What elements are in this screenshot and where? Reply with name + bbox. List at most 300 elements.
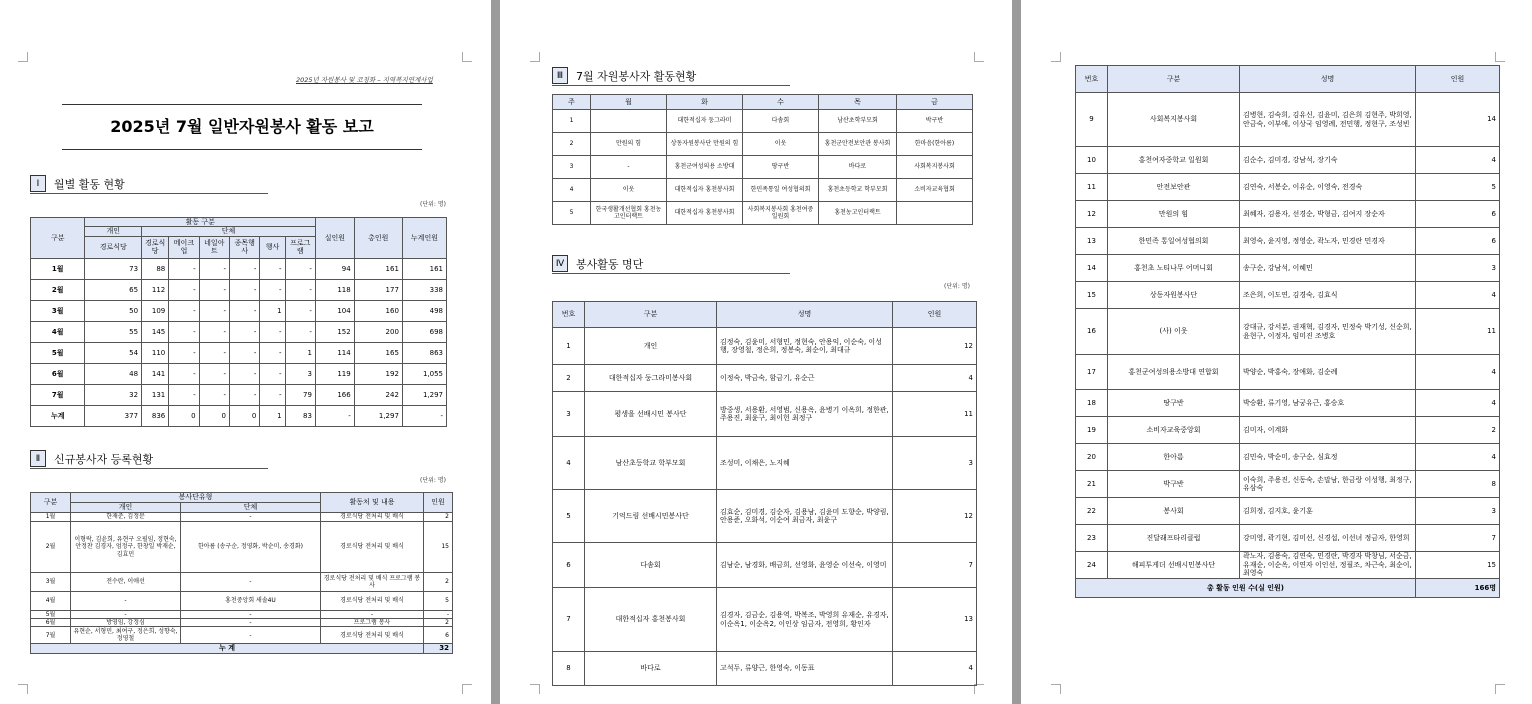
table-cell: 166 [315, 384, 354, 405]
schedule-cell: 홍천농고인터랙트 [819, 202, 897, 225]
member-names: 송구순, 강남석, 이혜민 [1240, 255, 1416, 282]
schedule-cell: 남산초학부모회 [819, 110, 897, 133]
member-count: 3 [1416, 255, 1500, 282]
group-name: 바다로 [585, 652, 717, 686]
table-cell: 79 [285, 384, 315, 405]
member-count: 4 [1416, 282, 1500, 309]
row-number: 17 [1076, 355, 1108, 390]
group-name: 사회복지봉사회 [1108, 93, 1240, 147]
table-cell: 1 [260, 300, 285, 321]
total-row [31, 644, 453, 653]
page-corner-mark [974, 52, 984, 62]
group-name: 기억드림 선배시민봉사단 [585, 490, 717, 543]
col-header: 화 [667, 95, 743, 110]
section-number: Ⅱ [30, 450, 46, 467]
table-row [31, 321, 447, 342]
table-cell: 3 [285, 363, 315, 384]
col-header-individual: 개인 [85, 227, 142, 236]
col-header: 주 [553, 95, 591, 110]
table-cell: 200 [354, 321, 402, 342]
table-cell: 338 [402, 279, 446, 300]
table-cell: 전수란, 이애선 [71, 573, 181, 592]
page-corner-mark [1495, 52, 1505, 62]
table-row [1076, 93, 1500, 147]
member-names: 이숙희, 주용진, 신동숙, 손말남, 한금랑 이성행, 최정구, 유삼숙 [1240, 471, 1416, 498]
group-name: 만원의 힘 [1108, 201, 1240, 228]
col-header: 인원 [893, 302, 977, 328]
schedule-cell: 한민족통일 여성협의회 [743, 179, 819, 202]
group-name: 소비자교육중앙회 [1108, 417, 1240, 444]
member-names: 이정숙, 박금숙, 함금기, 유순근 [717, 365, 893, 392]
member-count: 7 [893, 543, 977, 588]
section-1-heading [30, 174, 268, 194]
table-row [31, 619, 453, 627]
table-cell: 161 [354, 258, 402, 279]
weekly-schedule-table [552, 94, 973, 225]
member-names: 김미자, 이계화 [1240, 417, 1416, 444]
table-row [31, 522, 453, 573]
table-cell: 한재준, 김정분 [71, 513, 181, 522]
member-count: 5 [1416, 174, 1500, 201]
page-corner-mark [18, 684, 28, 694]
row-label: 1월 [31, 258, 85, 279]
table-cell: 73 [85, 258, 142, 279]
table-cell: - [169, 363, 199, 384]
table-cell: - [424, 611, 453, 619]
member-names: 김연숙, 서봉순, 이유순, 이영숙, 전경숙 [1240, 174, 1416, 201]
table-cell: 이형락, 김윤희, 유현구 오필임, 정현숙, 안정찬 김경자, 엄정구, 한창일 박재순, 김효민 [71, 522, 181, 573]
table-cell: - [169, 321, 199, 342]
table-cell: - [199, 258, 229, 279]
row-label: 4월 [31, 592, 71, 611]
table-row [1076, 525, 1500, 552]
table-cell: 161 [402, 258, 446, 279]
table-row [1076, 309, 1500, 355]
col-header-activity-type: 활동 구분 [85, 218, 315, 227]
schedule-cell: 소비자교육협회 [897, 179, 973, 202]
section-label: 7월 자원봉사자 활동현황 [576, 69, 697, 83]
col-header: 수 [743, 95, 819, 110]
member-count: 4 [1416, 147, 1500, 174]
member-names: 김병현, 김숙희, 김유신, 김윤미, 김은희 김현주, 박희영, 안금숙, 이부애, 이상국 임영례, 전민행, 정현구, 조성빈 [1240, 93, 1416, 147]
row-number: 24 [1076, 552, 1108, 579]
group-name: 상동자원봉사단 [1108, 282, 1240, 309]
row-label: 2월 [31, 522, 71, 573]
member-count: 8 [1416, 471, 1500, 498]
schedule-cell: 이웃 [743, 133, 819, 156]
member-count: 7 [1416, 525, 1500, 552]
table-cell: 112 [142, 279, 169, 300]
row-number: 4 [553, 437, 585, 490]
table-cell: 48 [85, 363, 142, 384]
row-label: 1월 [31, 513, 71, 522]
table-row [1076, 147, 1500, 174]
row-number: 14 [1076, 255, 1108, 282]
table-row [553, 437, 977, 490]
table-cell: 2 [424, 619, 453, 627]
member-names: 조은희, 이도연, 김경숙, 김효식 [1240, 282, 1416, 309]
col-header-sub: 종목행사 [230, 236, 260, 258]
row-number: 19 [1076, 417, 1108, 444]
member-count: 4 [1416, 390, 1500, 417]
table-row [553, 490, 977, 543]
section-3-heading [552, 66, 790, 86]
row-label: 4월 [31, 321, 85, 342]
table-cell: 50 [85, 300, 142, 321]
table-cell: - [285, 300, 315, 321]
col-header-count: 인원 [424, 493, 453, 513]
table-row [553, 133, 973, 156]
table-row [31, 592, 453, 611]
section-label: 신규봉사자 등록현황 [54, 452, 154, 466]
group-name: 대한적십자 홍천봉사회 [585, 588, 717, 652]
table-cell: - [230, 321, 260, 342]
group-name: 봉사회 [1108, 498, 1240, 525]
section-number: Ⅳ [552, 255, 568, 272]
member-names: 방중생, 서용환, 서영범, 신용옥, 윤병기 이옥희, 정한관, 주용진, 최윤구, 최이헌 최정구 [717, 392, 893, 437]
table-cell: - [169, 258, 199, 279]
week-number: 1 [553, 110, 591, 133]
new-volunteer-table [30, 492, 453, 654]
col-header-real-count: 실인원 [315, 218, 354, 259]
group-name: 다솜회 [585, 543, 717, 588]
row-label: 3월 [31, 573, 71, 592]
table-row [1076, 444, 1500, 471]
schedule-cell: 대한적십자 홍천봉사회 [667, 202, 743, 225]
col-header: 성명 [717, 302, 893, 328]
table-cell: 160 [354, 300, 402, 321]
table-cell: 55 [85, 321, 142, 342]
table-row [1076, 552, 1500, 579]
page-corner-mark [530, 52, 540, 62]
table-row [553, 652, 977, 686]
table-cell: 119 [315, 363, 354, 384]
table-cell: - [321, 611, 424, 619]
schedule-cell: 다솜회 [743, 110, 819, 133]
section-4-heading [552, 254, 790, 274]
page-corner-mark [1051, 684, 1061, 694]
member-names: 최영숙, 윤지영, 정영순, 곽노자, 민경란 민경자 [1240, 228, 1416, 255]
section-label: 봉사활동 명단 [576, 257, 644, 271]
member-count: 12 [893, 328, 977, 365]
table-row [31, 363, 447, 384]
member-names: 김민숙, 박순미, 송구순, 심효정 [1240, 444, 1416, 471]
row-label: 7월 [31, 384, 85, 405]
group-name: 땅구반 [1108, 390, 1240, 417]
col-header-sub: 메이크업 [169, 236, 199, 258]
monthly-activity-table [30, 217, 447, 427]
row-number: 20 [1076, 444, 1108, 471]
row-number: 8 [553, 652, 585, 686]
col-header-category: 구분 [31, 493, 71, 513]
col-header-sub: 프로그램 [285, 236, 315, 258]
page-corner-mark [18, 52, 28, 62]
row-number: 21 [1076, 471, 1108, 498]
table-row [1076, 174, 1500, 201]
row-number: 1 [553, 328, 585, 365]
table-cell: 114 [315, 342, 354, 363]
member-count: 12 [893, 490, 977, 543]
table-cell: 6 [424, 627, 453, 644]
member-names: 김경자, 김금순, 김용역, 박복조, 박영희 유재순, 유경자, 이순옥1, 이순옥2, 이인상 임금자, 전영희, 황인자 [717, 588, 893, 652]
col-header-category: 구분 [31, 218, 85, 259]
member-names: 고석두, 류양근, 한영숙, 이동표 [717, 652, 893, 686]
row-number: 15 [1076, 282, 1108, 309]
group-name: 박구반 [1108, 471, 1240, 498]
schedule-cell: 만원의 힘 [591, 133, 667, 156]
page-corner-mark [1495, 684, 1505, 694]
document-title: 2025년 7월 일반자원봉사 활동 보고 [62, 104, 422, 150]
row-number: 16 [1076, 309, 1108, 355]
total-value: 32 [424, 644, 453, 653]
table-cell: - [71, 592, 181, 611]
group-name: 홍천초 노티나무 어머니회 [1108, 255, 1240, 282]
table-cell: 152 [315, 321, 354, 342]
table-row [31, 405, 447, 426]
table-cell: - [181, 611, 321, 619]
schedule-cell: - [591, 156, 667, 179]
section-label: 월별 활동 현황 [54, 177, 125, 191]
member-count: 3 [1416, 498, 1500, 525]
table-cell: 836 [142, 405, 169, 426]
member-names: 김희정, 김지호, 윤기훈 [1240, 498, 1416, 525]
table-cell: - [181, 513, 321, 522]
table-cell: - [199, 321, 229, 342]
member-count: 13 [893, 588, 977, 652]
table-row [553, 588, 977, 652]
col-header-sub: 경로식당 [142, 236, 169, 258]
schedule-cell: 박구반 [897, 110, 973, 133]
document-page-3 [1021, 0, 1532, 704]
member-names: 박양순, 박홍숙, 장애화, 김순례 [1240, 355, 1416, 390]
row-number: 12 [1076, 201, 1108, 228]
member-count: 11 [893, 392, 977, 437]
row-number: 18 [1076, 390, 1108, 417]
schedule-cell: 대한적십자 둥그라미 [667, 110, 743, 133]
group-name: 남산초등학교 학부모회 [585, 437, 717, 490]
col-header-sub: 행사 [260, 236, 285, 258]
table-row [1076, 498, 1500, 525]
schedule-cell: 사회복지봉사회 [897, 156, 973, 179]
header-note: 2025년 자원봉사 및 코칭화 – 지역복지연계사업 [296, 76, 433, 84]
document-page-2 [500, 0, 1012, 704]
section-number: Ⅲ [552, 67, 568, 84]
table-cell: 145 [142, 321, 169, 342]
table-cell: 경로식당 전처리 및 배식 [321, 522, 424, 573]
member-names: 곽노자, 김용숙, 김연숙, 민경란, 박경자 박창님, 서순금, 유재순, 이순옥, 이연자 이인선, 정필조, 차근숙, 최순이, 최영숙 [1240, 552, 1416, 579]
row-label: 6월 [31, 619, 71, 627]
week-number: 5 [553, 202, 591, 225]
table-cell: 1 [285, 342, 315, 363]
table-cell: - [260, 321, 285, 342]
table-cell: - [199, 363, 229, 384]
col-header: 번호 [553, 302, 585, 328]
volunteer-roster-table-part-2 [1075, 65, 1500, 598]
table-row [1076, 390, 1500, 417]
table-cell: - [230, 342, 260, 363]
col-header: 구분 [585, 302, 717, 328]
member-count: 3 [893, 437, 977, 490]
table-row [31, 384, 447, 405]
member-count: 6 [1416, 228, 1500, 255]
table-cell: - [230, 300, 260, 321]
member-names: 김정숙, 김윤미, 서형민, 정현숙, 안용익, 이순숙, 이성행, 장영철, 정은희, 정봉숙, 최순이, 최대규 [717, 328, 893, 365]
table-cell: - [230, 279, 260, 300]
table-cell: 32 [85, 384, 142, 405]
table-row [31, 300, 447, 321]
table-row [1076, 255, 1500, 282]
table-cell: 104 [315, 300, 354, 321]
table-cell: - [199, 300, 229, 321]
col-header-volunteer-type: 봉사단유형 [71, 493, 321, 503]
table-row [553, 179, 973, 202]
table-row [1076, 228, 1500, 255]
member-count: 11 [1416, 309, 1500, 355]
row-number: 11 [1076, 174, 1108, 201]
table-row [31, 611, 453, 619]
col-header: 월 [591, 95, 667, 110]
row-label: 5월 [31, 611, 71, 619]
group-name: 대한적십자 둥그라미봉사회 [585, 365, 717, 392]
table-cell: - [260, 258, 285, 279]
member-count: 6 [1416, 201, 1500, 228]
table-row [553, 392, 977, 437]
table-cell: - [169, 384, 199, 405]
row-number: 23 [1076, 525, 1108, 552]
week-number: 2 [553, 133, 591, 156]
col-header-sub: 경로식당 [85, 236, 142, 258]
table-cell: - [285, 279, 315, 300]
table-cell: - [199, 279, 229, 300]
table-cell: 498 [402, 300, 446, 321]
table-cell: 0 [169, 405, 199, 426]
table-cell: 192 [354, 363, 402, 384]
col-header-group: 단체 [142, 227, 316, 236]
row-label: 5월 [31, 342, 85, 363]
schedule-cell: 홍천군여성의용 소방대 [667, 156, 743, 179]
table-cell: 경로식당 전처리 및 배식 프로그램 봉사 [321, 573, 424, 592]
group-name: 진달래프타리클럽 [1108, 525, 1240, 552]
row-label: 3월 [31, 300, 85, 321]
week-number: 4 [553, 179, 591, 202]
table-row [31, 342, 447, 363]
table-cell: 83 [285, 405, 315, 426]
unit-label: (단위: 명) [944, 283, 970, 290]
member-count: 4 [893, 365, 977, 392]
col-header-sub: 네일아트 [199, 236, 229, 258]
table-cell: 경로식당 전처리 및 배식 [321, 627, 424, 644]
row-label: 누계 [31, 405, 85, 426]
table-cell: 242 [354, 384, 402, 405]
table-cell: - [181, 627, 321, 644]
table-cell: 15 [424, 522, 453, 573]
table-row [31, 258, 447, 279]
section-2-heading [30, 449, 268, 469]
table-cell: - [199, 384, 229, 405]
table-row [1076, 282, 1500, 309]
row-number: 2 [553, 365, 585, 392]
table-cell: 377 [85, 405, 142, 426]
schedule-cell: 이웃 [591, 179, 667, 202]
table-cell: 141 [142, 363, 169, 384]
col-header: 번호 [1076, 66, 1108, 93]
table-cell: - [285, 321, 315, 342]
table-row [1076, 201, 1500, 228]
member-names: 조성미, 이채은, 노지혜 [717, 437, 893, 490]
volunteer-roster-table-part-1 [552, 301, 977, 686]
table-cell: 0 [199, 405, 229, 426]
table-cell: - [230, 258, 260, 279]
member-count: 2 [1416, 417, 1500, 444]
row-label: 7월 [31, 627, 71, 644]
table-row [31, 573, 453, 592]
table-cell: 1,297 [402, 384, 446, 405]
group-name: 홍천여자중학교 일원회 [1108, 147, 1240, 174]
table-row [1076, 471, 1500, 498]
table-row [1076, 355, 1500, 390]
table-cell: 110 [142, 342, 169, 363]
table-cell: - [285, 258, 315, 279]
table-cell: 118 [315, 279, 354, 300]
group-name: 한아름 [1108, 444, 1240, 471]
member-names: 최혜자, 김용자, 선경순, 박형금, 김여지 장순자 [1240, 201, 1416, 228]
table-cell: 홍천중앙회 새솔4U [181, 592, 321, 611]
table-cell: 유현순, 서형민, 최여구, 정은희, 성향숙, 정영철 [71, 627, 181, 644]
table-cell: 88 [142, 258, 169, 279]
schedule-cell: 대한적십자 홍천봉사회 [667, 179, 743, 202]
table-cell: - [315, 405, 354, 426]
col-header: 인원 [1416, 66, 1500, 93]
schedule-cell: 홍천군안전보안관 봉사회 [819, 133, 897, 156]
table-row [31, 279, 447, 300]
total-label: 총 활동 인원 수(실 인원) [1076, 579, 1416, 598]
col-header: 목 [819, 95, 897, 110]
table-cell: 1,297 [354, 405, 402, 426]
schedule-cell: 한마음(한아름) [897, 133, 973, 156]
row-number: 10 [1076, 147, 1108, 174]
group-name: 해피투게더 선배시민봉사단 [1108, 552, 1240, 579]
member-names: 강미영, 곽기현, 김미선, 신경섭, 이선녀 정금자, 한영희 [1240, 525, 1416, 552]
table-cell: - [169, 300, 199, 321]
table-cell: 698 [402, 321, 446, 342]
unit-label: (단위: 명) [420, 477, 446, 484]
table-cell: 177 [354, 279, 402, 300]
table-cell: 165 [354, 342, 402, 363]
table-row [553, 328, 977, 365]
table-cell: - [402, 405, 446, 426]
total-row [1076, 579, 1500, 598]
table-cell: - [260, 384, 285, 405]
table-cell: 1,055 [402, 363, 446, 384]
table-cell: 방영임, 강정심 [71, 619, 181, 627]
col-header-individual: 개인 [71, 503, 181, 513]
table-cell: 863 [402, 342, 446, 363]
table-cell: - [169, 279, 199, 300]
member-count: 14 [1416, 93, 1500, 147]
col-header: 성명 [1240, 66, 1416, 93]
table-cell: 2 [424, 573, 453, 592]
group-name: (사) 이웃 [1108, 309, 1240, 355]
table-cell: - [181, 573, 321, 592]
schedule-cell: 사회복지봉사회 홍천여중 일원회 [743, 202, 819, 225]
table-row [553, 202, 973, 225]
table-cell: 5 [424, 592, 453, 611]
page-corner-mark [1051, 52, 1061, 62]
group-name: 한민족 통일여성협의회 [1108, 228, 1240, 255]
table-cell: 54 [85, 342, 142, 363]
unit-label: (단위: 명) [420, 201, 446, 208]
table-cell: 2 [424, 513, 453, 522]
